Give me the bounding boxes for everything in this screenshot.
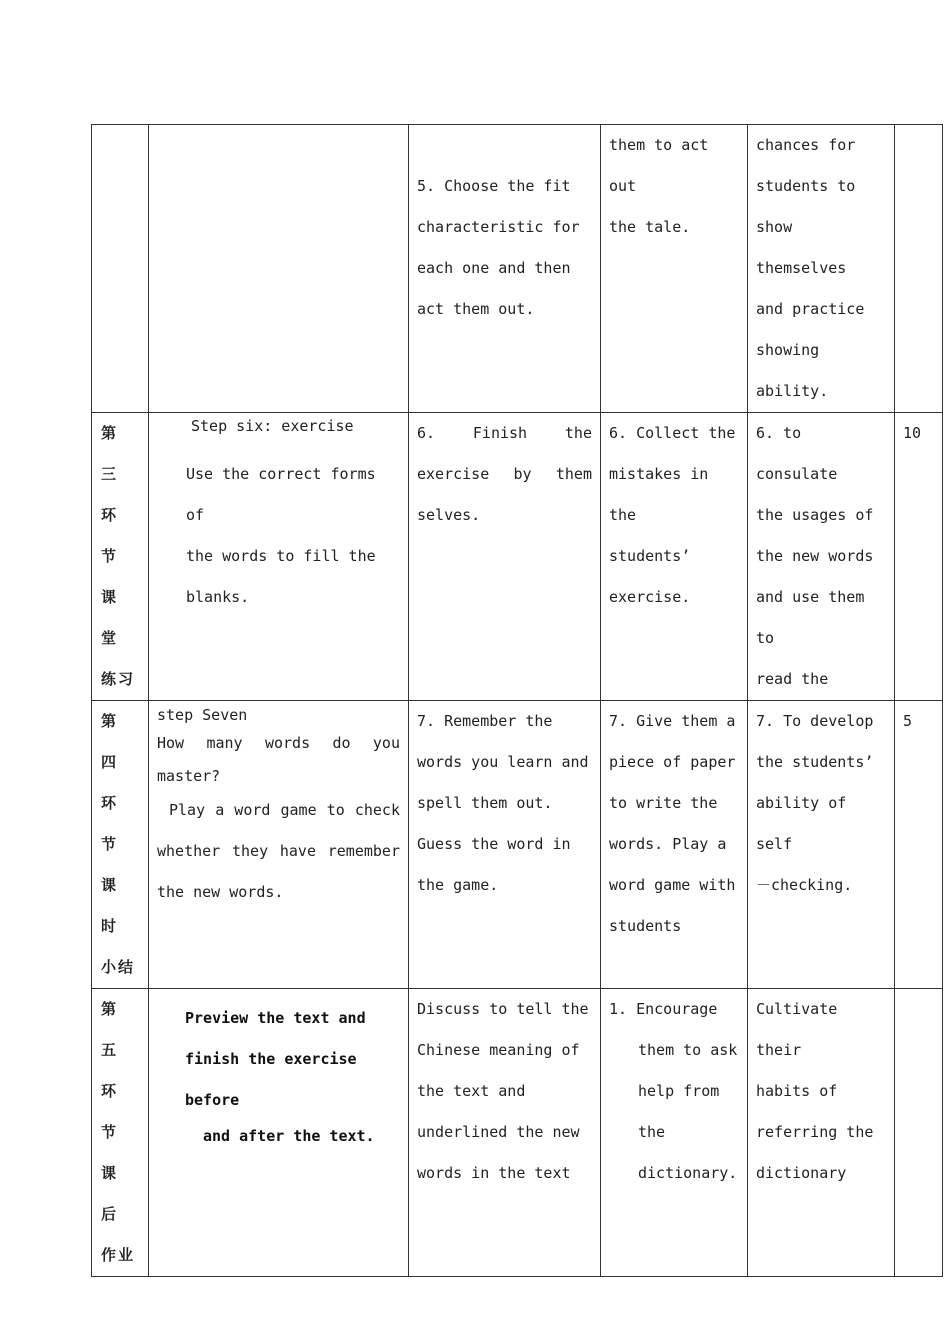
text-line: Chinese meaning of — [417, 1041, 580, 1059]
stage-label: 小结 — [101, 958, 136, 976]
text-line: students to — [756, 177, 856, 195]
text-line: 7. Give them a — [609, 712, 736, 730]
purpose-cell — [748, 989, 895, 1277]
text-line: 6. Collect the — [609, 424, 736, 442]
student-activity-cell — [409, 413, 601, 701]
text-line: the usages of — [756, 506, 874, 524]
text-line: exercise by them — [417, 465, 592, 483]
stage-label: 环 节 — [101, 794, 119, 853]
time-cell — [895, 701, 943, 989]
text-line: Use the correct forms of — [186, 465, 376, 524]
content-cell — [149, 413, 409, 701]
text-line: read the — [756, 670, 829, 688]
text-line: words you learn and — [417, 753, 589, 771]
text-line: referring the — [756, 1123, 874, 1141]
text-line: 7. Remember the — [417, 712, 553, 730]
text-line: the game. — [417, 876, 499, 894]
stage-cell — [92, 125, 149, 413]
time-cell — [895, 413, 943, 701]
stage-cell — [92, 413, 149, 701]
text-line: to write the — [609, 794, 718, 812]
text-line: habits of — [756, 1082, 838, 1100]
purpose-cell — [748, 701, 895, 989]
text-line: Play a word game to check — [169, 801, 400, 819]
text-line: piece of paper — [609, 753, 736, 771]
stage-cell — [92, 989, 149, 1277]
text-line: 6. Finish the — [417, 424, 592, 442]
stage-cell — [92, 701, 149, 989]
stage-label: 环 节 — [101, 506, 119, 565]
text-line: mistakes in the — [609, 465, 709, 524]
text-line: the new words — [756, 547, 874, 565]
step-title: Step six: exercise — [191, 417, 354, 435]
text-line: and practice — [756, 300, 865, 318]
content-cell — [149, 701, 409, 989]
time-cell — [895, 125, 943, 413]
table-row — [92, 989, 943, 1277]
step-title: step Seven — [157, 706, 248, 724]
text-line: exercise. — [609, 588, 691, 606]
text-line — [417, 125, 592, 166]
student-activity-cell — [409, 125, 601, 413]
text-line: the words to fill the — [186, 547, 376, 565]
lesson-plan-table — [91, 124, 943, 1277]
stage-label: 练习 — [101, 670, 136, 688]
text-line: characteristic for — [417, 218, 580, 236]
teacher-activity-cell — [601, 701, 748, 989]
time-cell — [895, 989, 943, 1277]
text-line: spell them out. — [417, 794, 553, 812]
text-line: selves. — [417, 506, 481, 524]
table-row — [92, 413, 943, 701]
text-line: showing — [756, 341, 820, 359]
text-line: Guess the word in — [417, 835, 571, 853]
purpose-cell — [748, 413, 895, 701]
purpose-cell — [748, 125, 895, 413]
text-line: 5. Choose the fit — [417, 177, 571, 195]
text-line: ability. — [756, 382, 829, 400]
text-line: finish the exercise — [185, 1050, 357, 1068]
text-line: master? — [157, 767, 221, 785]
text-line: students’ — [609, 547, 691, 565]
student-activity-cell — [409, 701, 601, 989]
stage-label: 环 节 — [101, 1082, 119, 1141]
content-cell — [149, 989, 409, 1277]
text-line: and after the text. — [203, 1127, 375, 1145]
stage-label: 课 后 — [101, 1164, 119, 1223]
stage-label: 课 时 — [101, 876, 119, 935]
text-line: －checking. — [756, 876, 853, 894]
text-line: underlined the new — [417, 1123, 580, 1141]
stage-label: 第 三 — [101, 424, 119, 483]
text-line: them to ask — [638, 1041, 738, 1059]
text-line: 7. To develop — [756, 712, 874, 730]
teacher-activity-cell — [601, 125, 748, 413]
stage-label: 作业 — [101, 1246, 136, 1264]
text-line: Cultivate their — [756, 1000, 838, 1059]
time-value: 5 — [903, 712, 913, 730]
student-activity-cell — [409, 989, 601, 1277]
content-cell — [149, 125, 409, 413]
text-line: chances for — [756, 136, 856, 154]
text-line: show themselves — [756, 218, 847, 277]
text-line: blanks. — [186, 588, 250, 606]
stage-label: 第 五 — [101, 1000, 119, 1059]
stage-label: 课 堂 — [101, 588, 119, 647]
text-line: the tale. — [609, 218, 691, 236]
teacher-activity-cell — [601, 989, 748, 1277]
table-row — [92, 125, 943, 413]
text-line: 6. to consulate — [756, 424, 838, 483]
text-line: ability of self — [756, 794, 847, 853]
text-line: help from — [638, 1082, 720, 1100]
table-row — [92, 701, 943, 989]
text-line: words. Play a — [609, 835, 727, 853]
time-value: 10 — [903, 424, 922, 442]
text-line: the new words. — [157, 883, 284, 901]
text-line: Preview the text and — [185, 1009, 366, 1027]
text-line: students — [609, 917, 682, 935]
text-line: them to act out — [609, 136, 709, 195]
text-line: word game with — [609, 876, 736, 894]
text-line: whether they have remember — [157, 842, 400, 860]
text-line: 1. Encourage — [609, 1000, 718, 1018]
text-line: act them out. — [417, 300, 535, 318]
text-line: dictionary — [756, 1164, 847, 1182]
text-line: How many words do you — [157, 734, 400, 752]
text-line: the — [638, 1123, 666, 1141]
text-line: before — [185, 1091, 240, 1109]
text-line: dictionary. — [638, 1164, 738, 1182]
stage-label: 第 四 — [101, 712, 119, 771]
text-line: the students’ — [756, 753, 874, 771]
text-line: each one and then — [417, 259, 571, 277]
text-line: and use them to — [756, 588, 865, 647]
text-line: words in the text — [417, 1164, 571, 1182]
text-line: Discuss to tell the — [417, 1000, 589, 1018]
teacher-activity-cell — [601, 413, 748, 701]
text-line: the text and — [417, 1082, 526, 1100]
